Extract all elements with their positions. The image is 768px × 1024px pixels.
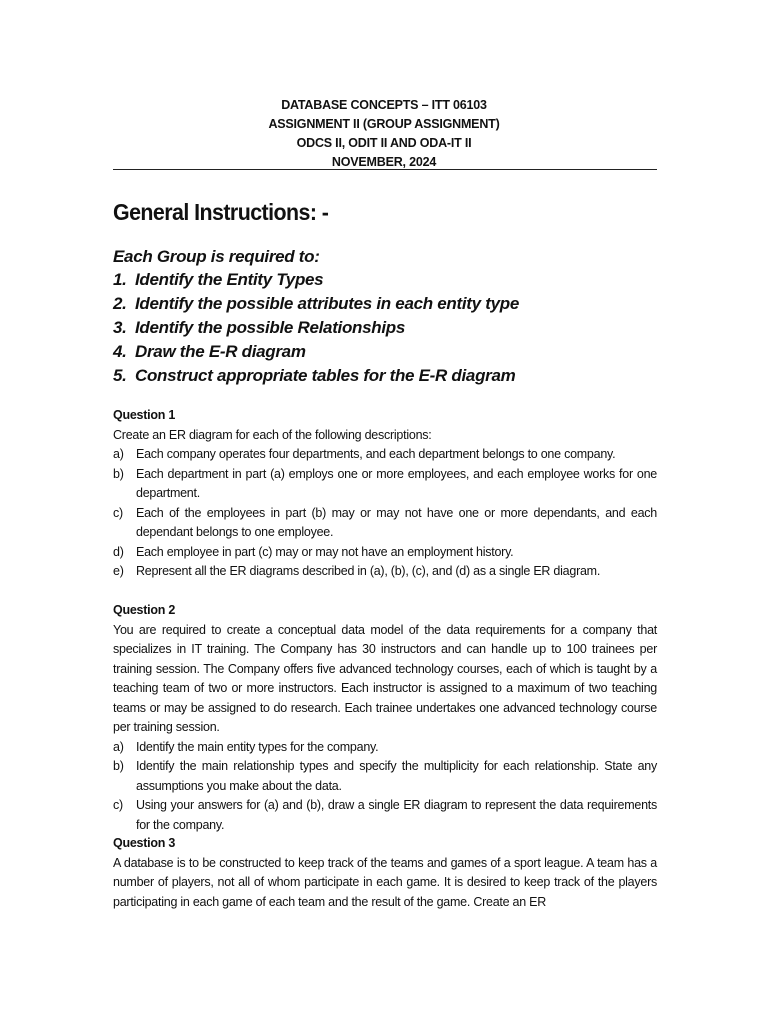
item-label: b): [113, 466, 124, 481]
instruction-number: 2.: [113, 294, 127, 313]
item-label: e): [113, 564, 124, 578]
instruction-text: Draw the E-R diagram: [135, 342, 306, 361]
assignment-title: ASSIGNMENT II (GROUP ASSIGNMENT): [268, 117, 500, 131]
instruction-item: [113, 364, 673, 388]
question-1-item: [113, 445, 657, 465]
item-label: c): [113, 798, 123, 812]
instruction-text: Identify the possible attributes in each entity type: [135, 294, 519, 313]
question-2-paragraph: You are required to create a conceptual data model of the data requirements for a company that specializes in IT training. The Company has 30 instructors and can handle up to 100 trainees per training session. The Company offers five advanced technology courses, each of which is taught by a teaching team of two or more instructors. Each instructor is assigned to a maximum of two teaching teams or may be assigned to do research. Each trainee undertakes one advanced technology course per training session.: [113, 622, 657, 734]
item-text: Each department in part (a) employs one or more employees, and each employee works for one department.: [136, 466, 657, 500]
question-2-item: [113, 796, 657, 835]
question-1-item: [113, 504, 657, 543]
item-text: Each employee in part (c) may or may not have an employment history.: [136, 544, 514, 559]
item-text: Identify the main relationship types and specify the multiplicity for each relationship. State any assumptions you make about the data.: [136, 759, 657, 793]
item-label: a): [113, 447, 124, 461]
item-label: a): [113, 739, 124, 754]
question-1-heading: Question 1: [113, 408, 176, 422]
instructions-list: [113, 268, 673, 388]
question-3-paragraph: A database is to be constructed to keep track of the teams and games of a sport league. A team has a number of players, not all of whom participate in each game. It is desired to keep track of the players participating in each game of each team and the result of the game. Create an ER: [113, 855, 657, 909]
instructions-block: [113, 246, 673, 388]
course-title: DATABASE CONCEPTS – ITT 06103: [281, 98, 487, 112]
question-1-item: [113, 465, 657, 504]
question-2-item: [113, 757, 657, 796]
instruction-item: [113, 340, 673, 364]
item-label: d): [113, 544, 124, 559]
item-text: Represent all the ER diagrams described in (a), (b), (c), and (d) as a single ER diagram.: [136, 564, 601, 578]
instruction-text: Identify the Entity Types: [135, 270, 324, 289]
instruction-number: 5.: [113, 366, 127, 385]
program-names: ODCS II, ODIT II AND ODA-IT II: [296, 136, 472, 150]
document-header: [0, 96, 768, 172]
question-2-item: [113, 738, 657, 758]
question-1-intro: Create an ER diagram for each of the following descriptions:: [113, 427, 432, 442]
instruction-item: [113, 268, 673, 292]
item-label: b): [113, 759, 124, 773]
instruction-number: 3.: [113, 318, 127, 337]
instructions-intro: Each Group is required to:: [113, 247, 320, 266]
instruction-text: Construct appropriate tables for the E-R diagram: [135, 366, 516, 385]
question-1-item: [113, 543, 657, 563]
question-1-item: [113, 562, 657, 582]
question-2-heading: Question 2: [113, 603, 176, 617]
question-3-heading: Question 3: [113, 836, 176, 850]
instruction-item: [113, 292, 673, 316]
question-3-section: [113, 834, 657, 912]
page-title: General Instructions: -: [113, 199, 329, 225]
item-text: Each company operates four departments, and each department belongs to one company.: [136, 447, 616, 461]
date-line: NOVEMBER, 2024: [331, 155, 437, 169]
item-text: Using your answers for (a) and (b), draw a single ER diagram to represent the data requirements for the company.: [136, 798, 657, 832]
instruction-text: Identify the possible Relationships: [135, 318, 406, 337]
question-2-section: [113, 601, 657, 835]
instruction-number: 1.: [113, 270, 127, 289]
item-text: Identify the main entity types for the company.: [136, 739, 379, 754]
item-label: c): [113, 505, 123, 520]
question-1-section: [113, 406, 657, 582]
item-text: Each of the employees in part (b) may or may not have one or more dependants, and each dependant belongs to one employee.: [136, 505, 657, 539]
instruction-item: [113, 316, 673, 340]
instruction-number: 4.: [113, 342, 127, 361]
header-divider: [113, 169, 657, 170]
